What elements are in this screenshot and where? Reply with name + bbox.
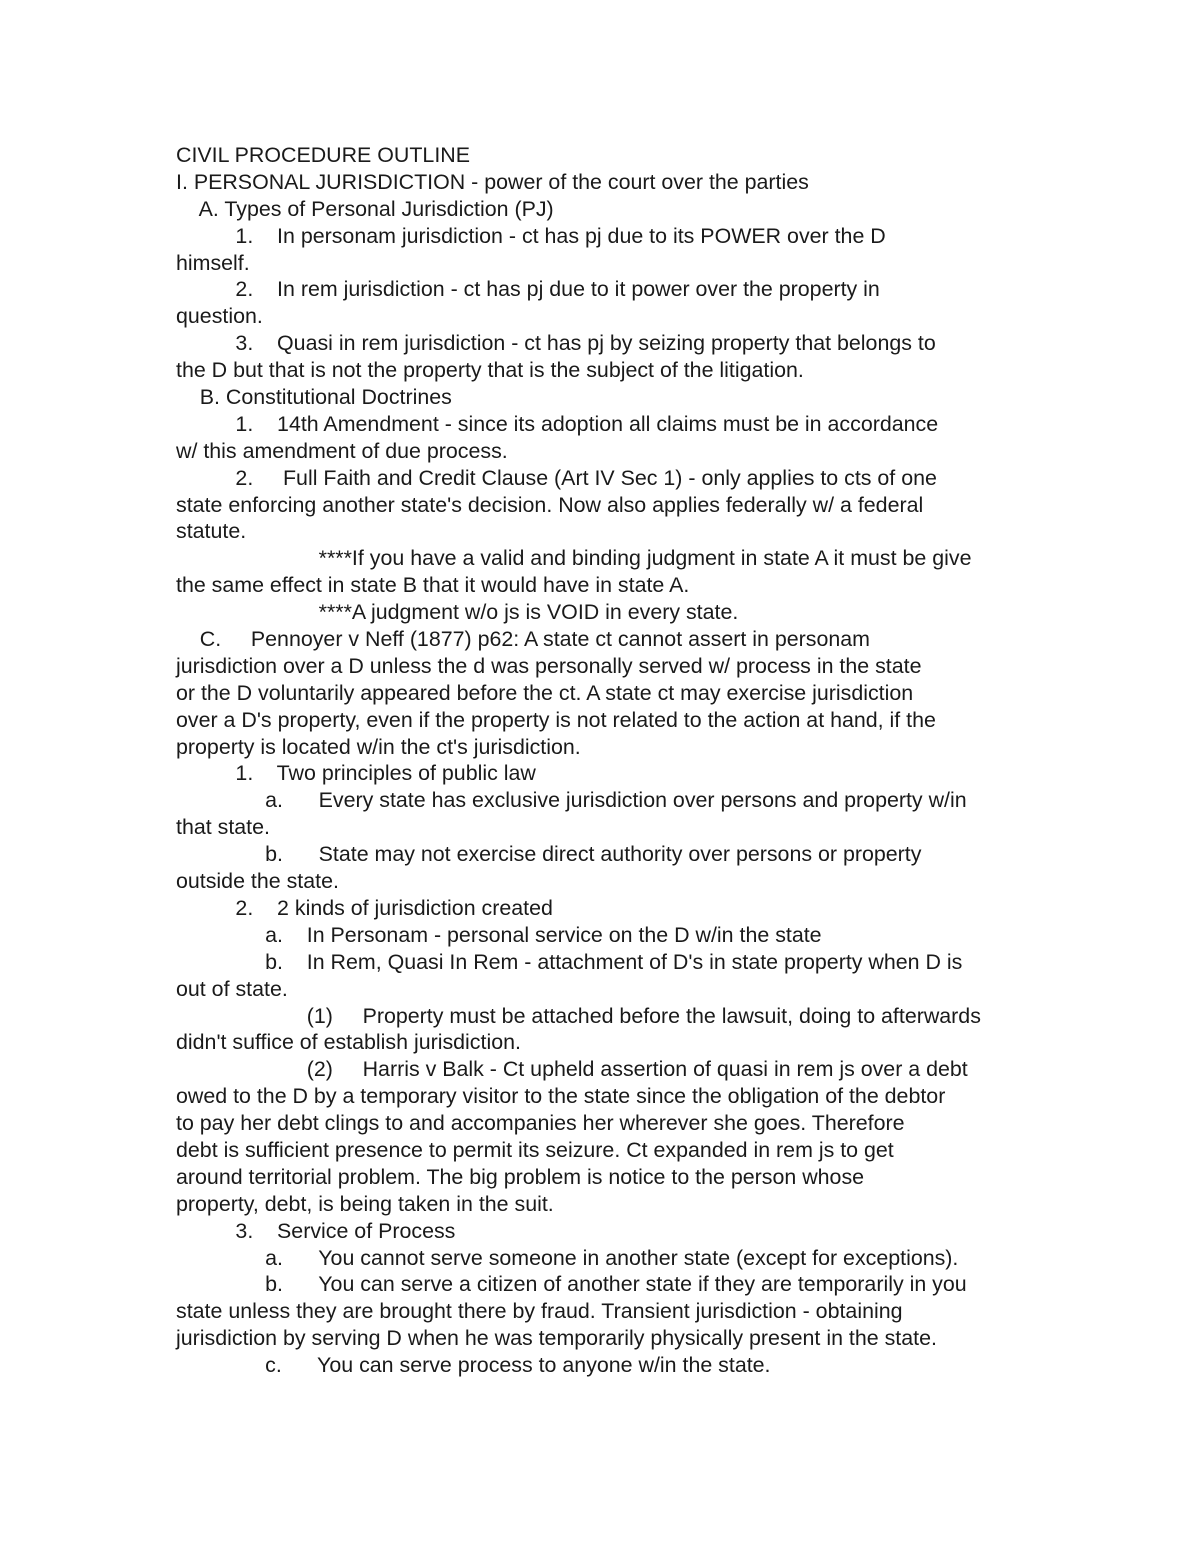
text-line: or the D voluntarily appeared before the ct. A state ct may exercise jurisdiction: [176, 680, 914, 705]
subsection-heading: B. Constitutional Doctrines: [176, 385, 452, 410]
text-line: b. State may not exercise direct authority over persons or property: [176, 842, 922, 867]
text-line: 3. Quasi in rem jurisdiction - ct has pj by seizing property that belongs to: [176, 331, 936, 356]
text-line: property is located w/in the ct's jurisdiction.: [176, 734, 581, 759]
text-line: state unless they are brought there by fraud. Transient jurisdiction - obtaining: [176, 1299, 903, 1324]
text-line: the same effect in state B that it would have in state A.: [176, 573, 690, 598]
text-line: owed to the D by a temporary visitor to the state since the obligation of the debtor: [176, 1084, 946, 1109]
text-line: out of state.: [176, 976, 288, 1001]
section-heading: I. PERSONAL JURISDICTION - power of the court over the parties: [176, 169, 809, 194]
subsection-heading: A. Types of Personal Jurisdiction (PJ): [176, 196, 554, 221]
text-line: a. Every state has exclusive jurisdiction over persons and property w/in: [176, 788, 967, 813]
text-line: himself.: [176, 250, 250, 275]
text-line: question.: [176, 304, 263, 329]
text-line: 3. Service of Process: [176, 1218, 456, 1243]
outline-text: [176, 142, 1036, 1379]
text-line: over a D's property, even if the property is not related to the action at hand, if the: [176, 707, 936, 732]
text-line: a. In Personam - personal service on the D w/in the state: [176, 922, 822, 947]
text-line: 1. 14th Amendment - since its adoption all claims must be in accordance: [176, 411, 939, 436]
text-line: that state.: [176, 815, 270, 840]
text-line: 2. 2 kinds of jurisdiction created: [176, 895, 553, 920]
note-line: ****A judgment w/o js is VOID in every state.: [176, 600, 739, 625]
text-line: 1. In personam jurisdiction - ct has pj due to its POWER over the D: [176, 223, 886, 248]
text-line: 1. Two principles of public law: [176, 761, 536, 786]
text-line: debt is sufficient presence to permit its seizure. Ct expanded in rem js to get: [176, 1137, 894, 1162]
text-line: b. In Rem, Quasi In Rem - attachment of D's in state property when D is: [176, 949, 963, 974]
text-line: (2) Harris v Balk - Ct upheld assertion of quasi in rem js over a debt: [176, 1057, 968, 1082]
text-line: b. You can serve a citizen of another state if they are temporarily in you: [176, 1272, 967, 1297]
text-line: w/ this amendment of due process.: [176, 438, 508, 463]
text-line: property, debt, is being taken in the suit.: [176, 1191, 554, 1216]
note-line: ****If you have a valid and binding judgment in state A it must be give: [176, 546, 972, 571]
text-line: a. You cannot serve someone in another state (except for exceptions).: [176, 1245, 959, 1270]
text-line: the D but that is not the property that is the subject of the litigation.: [176, 358, 804, 383]
outline-title: CIVIL PROCEDURE OUTLINE: [176, 143, 470, 167]
text-line: jurisdiction over a D unless the d was personally served w/ process in the state: [176, 653, 922, 678]
text-line: 2. In rem jurisdiction - ct has pj due to it power over the property in: [176, 277, 880, 302]
text-line: outside the state.: [176, 869, 339, 894]
text-line: around territorial problem. The big problem is notice to the person whose: [176, 1164, 865, 1189]
text-line: to pay her debt clings to and accompanies her wherever she goes. Therefore: [176, 1111, 905, 1136]
text-line: statute.: [176, 519, 247, 544]
text-line: c. You can serve process to anyone w/in the state.: [176, 1353, 771, 1378]
text-line: state enforcing another state's decision. Now also applies federally w/ a federal: [176, 492, 924, 517]
text-line: (1) Property must be attached before the lawsuit, doing to afterwards: [176, 1003, 981, 1028]
text-line: 2. Full Faith and Credit Clause (Art IV Sec 1) - only applies to cts of one: [176, 465, 937, 490]
subsection-heading: C. Pennoyer v Neff (1877) p62: A state ct cannot assert in personam: [176, 627, 870, 652]
text-line: jurisdiction by serving D when he was temporarily physically present in the state.: [176, 1326, 937, 1351]
text-line: didn't suffice of establish jurisdiction.: [176, 1030, 521, 1055]
